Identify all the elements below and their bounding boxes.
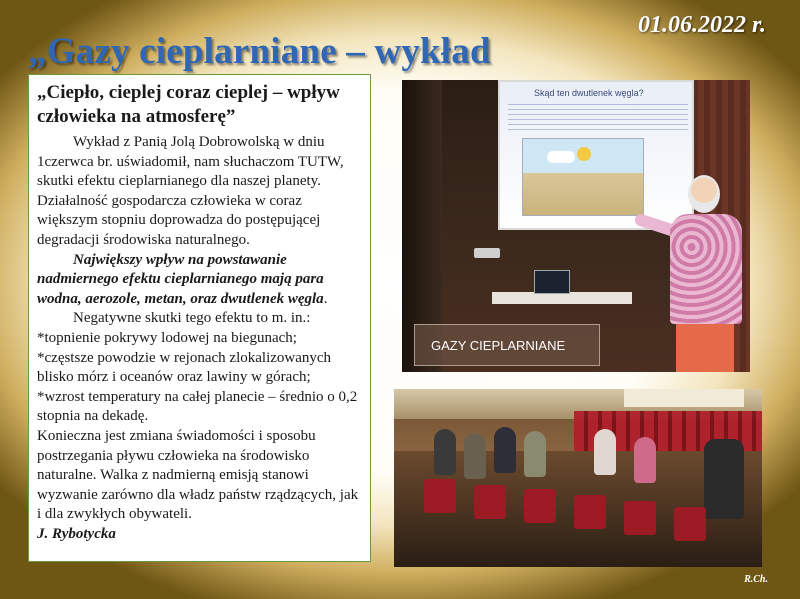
date-label: 01.06.2022 r. [637,12,766,38]
lecture-photo [402,80,750,372]
chair [674,507,706,541]
cloud-icon [547,151,575,163]
bullet-item-1: *topnienie pokrywy lodowej na biegunach; [37,329,297,346]
projected-slide-title: Skąd ten dwutlenek węgla? [534,88,644,98]
article-paragraph-2-end: . [323,290,328,307]
bullet-item-2: *częstsze powodzie w rejonach zlokalizowanych blisko mórz i oceanów oraz lawiny w górach; [37,349,332,386]
hall-window [624,389,744,407]
photo-caption: GAZY CIEPLARNIANE [414,324,600,366]
signature: R.Ch. [744,574,768,585]
presenter-legs [676,324,734,372]
bullet-item-3: *wzrost temperatury na całej planecie – średnio o 0,2 stopnia na dekadę. [37,388,358,425]
audience-member [704,439,744,519]
projected-slide-diagram [522,138,644,216]
article-paragraph-1: Wykład z Panią Jolą Dobrowolską w dniu 1czerwca br. uświadomił, nam słuchaczom TUTW, skutki efektu cieplarnianego dla naszej planety. Działalność gospodarcza człowieka w coraz większym stopniu doprowadza do postępującej degradacji środowiska naturalnego. [37,134,344,248]
audience-member [634,437,656,483]
projection-screen [498,80,694,230]
chair [474,485,506,519]
projector [474,248,500,258]
audience-photo [394,389,762,567]
laptop-icon [534,270,570,294]
article-subtitle: „Ciepło, cieplej coraz cieplej – wpływ człowieka na atmosferę” [37,82,340,127]
audience-member [464,433,486,479]
article-box [28,74,371,562]
projected-slide-text [508,104,688,132]
presenter-body [670,214,742,324]
audience-member [434,429,456,475]
article-author: J. Rybotycka [37,525,116,542]
chair [574,495,606,529]
audience-member [524,431,546,477]
chair [424,479,456,513]
article-paragraph-2-bold: Największy wpływ na powstawanie nadmiernego efektu cieplarnianego mają para wodna, aerozole, metan, oraz dwutlenek węgla [37,251,324,307]
chair [524,489,556,523]
article-paragraph-4: Konieczna jest zmiana świadomości i sposobu postrzegania pływu człowieka na środowisko naturalne. Walka z nadmierną emisją stanowi wyzwanie zarówno dla władz państw rządzących, jak i dla zwykłych obywateli. [37,427,359,523]
sun-icon [577,147,591,161]
presenter-head [688,175,720,213]
chair [624,501,656,535]
page-title: „Gazy cieplarniane – wykład [28,31,491,72]
audience-member [494,427,516,473]
audience-member [594,429,616,475]
article-paragraph-2 [37,251,364,310]
article-paragraph-3: Negatywne skutki tego efektu to m. in.: [73,310,311,327]
